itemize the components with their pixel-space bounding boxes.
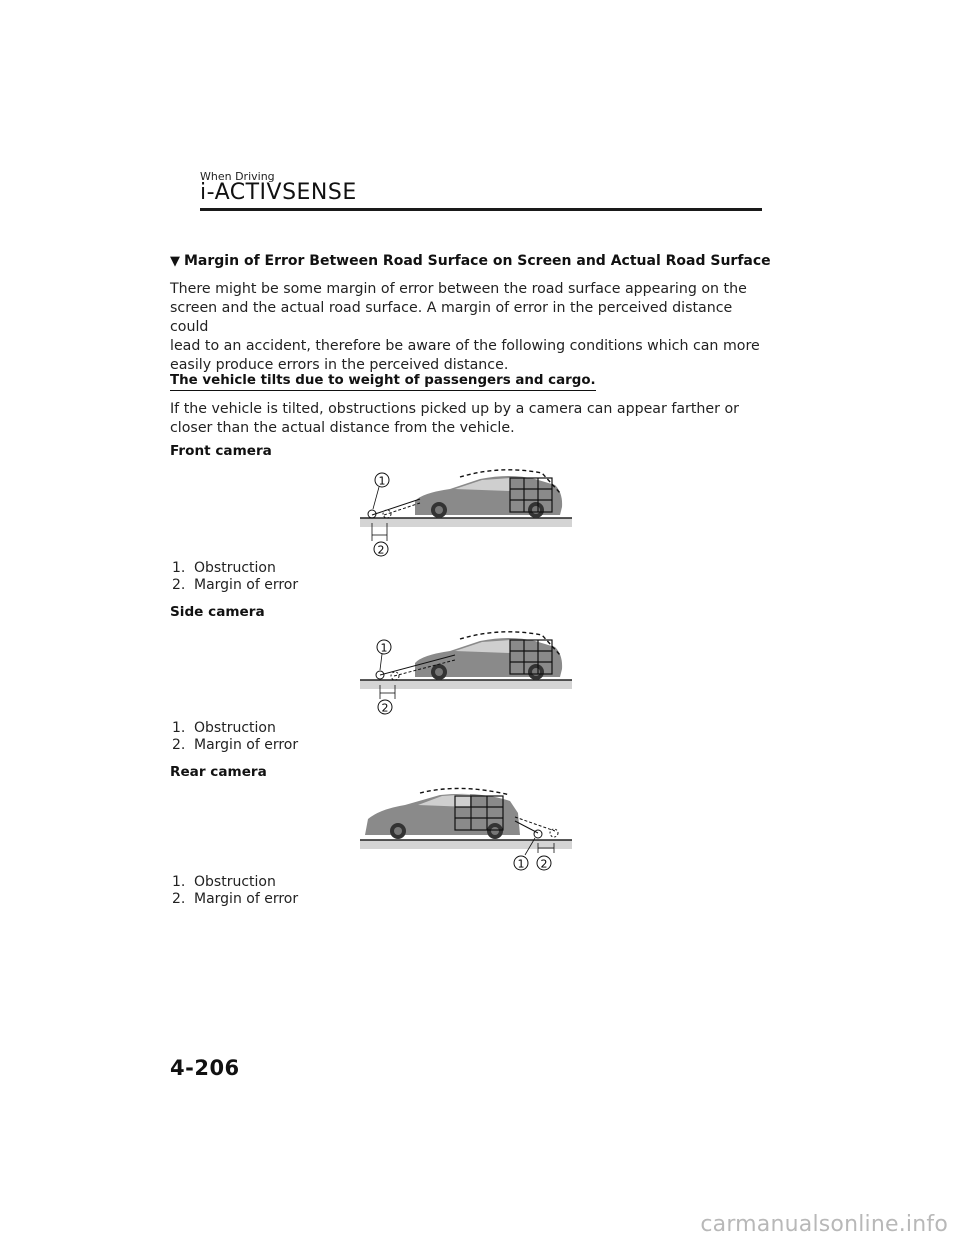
- rear-camera-legend: [172, 874, 298, 908]
- callout-1: 1: [378, 474, 386, 488]
- intro-line: easily produce errors in the perceived distance.: [170, 357, 509, 373]
- list-item: 2. Margin of error: [172, 577, 299, 593]
- callout-2: 2: [377, 543, 385, 557]
- condition-paragraph: [170, 400, 770, 438]
- page-title: i-ACTIVSENSE: [200, 180, 357, 205]
- condition-line: If the vehicle is tilted, obstructions picked up by a camera can appear farther or: [170, 401, 740, 417]
- road-surface: [360, 680, 572, 689]
- intro-line: lead to an accident, therefore be aware of the following conditions which can more: [170, 338, 760, 354]
- front-camera-label: Front camera: [170, 443, 272, 459]
- side-camera-legend: [172, 720, 298, 754]
- callout-1: 1: [517, 857, 525, 871]
- list-item: 1. Obstruction: [172, 874, 276, 890]
- header-rule: [200, 208, 762, 211]
- page-number: 4-206: [170, 1056, 240, 1080]
- subheading: [170, 253, 771, 269]
- rear-camera-illustration: [360, 783, 575, 875]
- intro-line: There might be some margin of error between the road surface appearing on the: [170, 281, 747, 297]
- list-item: 1. Obstruction: [172, 720, 276, 736]
- condition-heading: The vehicle tilts due to weight of passengers and cargo.: [170, 373, 596, 391]
- road-surface: [360, 518, 572, 527]
- list-item: 2. Margin of error: [172, 891, 299, 907]
- rear-camera-label: Rear camera: [170, 764, 267, 780]
- obstruction-marker: [534, 830, 542, 838]
- callout-1: 1: [380, 641, 388, 655]
- callout-2: 2: [381, 701, 389, 715]
- front-camera-legend: [172, 560, 298, 594]
- subheading-text: Margin of Error Between Road Surface on Screen and Actual Road Surface: [184, 253, 771, 269]
- intro-line: screen and the actual road surface. A margin of error in the perceived distance could: [170, 300, 733, 335]
- front-camera-illustration: [360, 463, 575, 563]
- list-item: 1. Obstruction: [172, 560, 276, 576]
- section-label: When Driving: [200, 170, 275, 183]
- list-item: 2. Margin of error: [172, 737, 299, 753]
- intro-paragraph: [170, 280, 770, 375]
- triangle-marker-icon: ▼: [170, 254, 180, 269]
- side-camera-illustration: [360, 625, 575, 720]
- side-camera-label: Side camera: [170, 604, 265, 620]
- condition-line: closer than the actual distance from the vehicle.: [170, 420, 515, 436]
- callout-2: 2: [540, 857, 548, 871]
- watermark[interactable]: carmanualsonline.info: [700, 1212, 948, 1237]
